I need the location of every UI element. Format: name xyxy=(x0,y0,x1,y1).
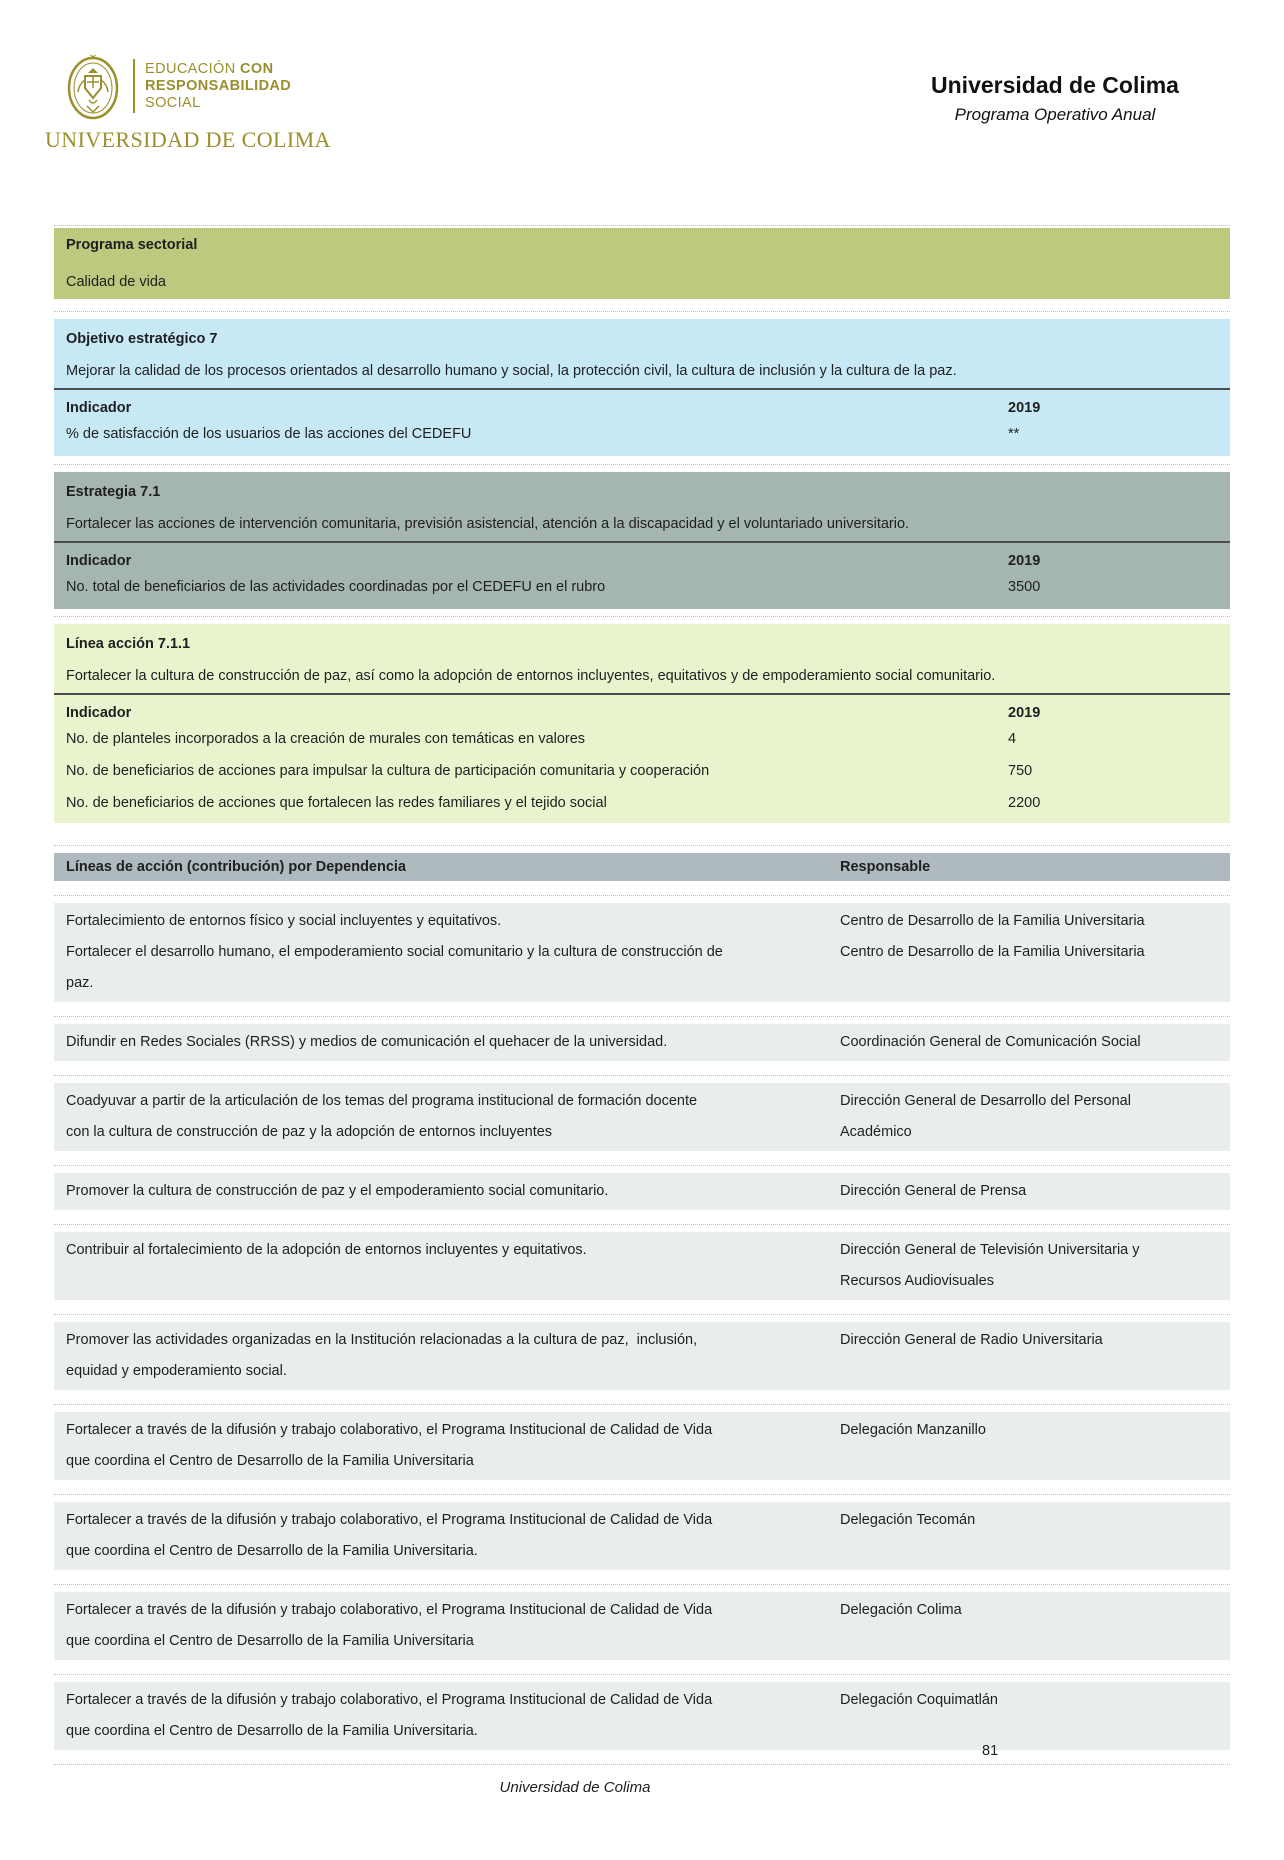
indicador-label: Indicador xyxy=(66,553,132,569)
action-text: que coordina el Centro de Desarrollo de la Familia Universitaria. xyxy=(66,1723,478,1739)
year-label: 2019 xyxy=(1008,705,1041,721)
responsable-text: Centro de Desarrollo de la Familia Universitaria xyxy=(840,944,1145,960)
action-text: Contribuir al fortalecimiento de la adopción de entornos incluyentes y equitativos. xyxy=(66,1242,587,1258)
estrategia-indicator-row xyxy=(66,577,1218,597)
indicator-value: 4 xyxy=(1008,731,1017,747)
action-text: Fortalecer a través de la difusión y trabajo colaborativo, el Programa Institucional de Calidad de Vida xyxy=(66,1602,713,1618)
linea-accion-indicador-header xyxy=(54,693,1230,723)
contribution-row xyxy=(54,1674,1230,1750)
contribution-row xyxy=(54,1224,1230,1300)
action-text: Fortalecer a través de la difusión y trabajo colaborativo, el Programa Institucional de Calidad de Vida xyxy=(66,1422,713,1438)
contribution-entry xyxy=(66,1685,1218,1747)
page-content xyxy=(54,0,1230,1772)
indicador-label: Indicador xyxy=(66,400,132,416)
contribution-entry xyxy=(66,1325,1218,1387)
contribution-row xyxy=(54,1016,1230,1061)
responsable-text: Coordinación General de Comunicación Social xyxy=(840,1034,1141,1050)
document-subtitle: Programa Operativo Anual xyxy=(954,105,1156,124)
indicator-name: No. total de beneficiarios de las actividades coordinadas por el CEDEFU en el rubro xyxy=(66,579,606,595)
responsable-text: Académico xyxy=(840,1124,912,1140)
bottom-separator xyxy=(54,1764,1230,1772)
action-text: con la cultura de construcción de paz y la adopción de entornos incluyentes xyxy=(66,1124,553,1140)
contribution-row xyxy=(54,1314,1230,1390)
programa-sectorial-value: Calidad de vida xyxy=(66,274,166,290)
indicator-value: ** xyxy=(1008,426,1020,442)
action-text: Promover la cultura de construcción de paz y el empoderamiento social comunitario. xyxy=(66,1183,609,1199)
action-text: Fortalecer el desarrollo humano, el empoderamiento social comunitario y la cultura de construcción de xyxy=(66,944,723,960)
estrategia-label: Estrategia 7.1 xyxy=(66,484,161,500)
indicator-name: No. de beneficiarios de acciones que fortalecen las redes familiares y el tejido social xyxy=(66,795,607,811)
indicador-label: Indicador xyxy=(66,705,132,721)
action-text: equidad y empoderamiento social. xyxy=(66,1363,287,1379)
contribution-row xyxy=(54,1165,1230,1210)
contribution-row xyxy=(54,1404,1230,1480)
contributions-col1-header: Líneas de acción (contribución) por Dependencia xyxy=(66,859,406,875)
contribution-entry xyxy=(66,1595,1218,1657)
objetivo-indicador-header xyxy=(54,388,1230,418)
indicator-name: No. de planteles incorporados a la creación de murales con temáticas en valores xyxy=(66,731,586,747)
indicator-value: 2200 xyxy=(1008,795,1041,811)
action-text: Promover las actividades organizadas en la Institución relacionadas a la cultura de paz, inclusión, xyxy=(66,1332,698,1348)
contribution-row xyxy=(54,1494,1230,1570)
linea-accion-section xyxy=(54,616,1230,823)
indicator-name: % de satisfacción de los usuarios de las acciones del CEDEFU xyxy=(66,426,472,442)
contributions-header xyxy=(54,845,1230,881)
estrategia-description: Fortalecer las acciones de intervención comunitaria, previsión asistencial, atención a la discapacidad y el voluntariado universitario. xyxy=(66,516,910,532)
indicator-value: 750 xyxy=(1008,763,1033,779)
indicator-name: No. de beneficiarios de acciones para impulsar la cultura de participación comunitaria y cooperación xyxy=(66,763,710,779)
tagline-word-con: CON xyxy=(240,60,274,77)
indicator-value: 3500 xyxy=(1008,579,1041,595)
responsable-text: Delegación Coquimatlán xyxy=(840,1692,998,1708)
programa-sectorial-section xyxy=(54,225,1230,299)
estrategia-section xyxy=(54,464,1230,609)
action-text: Fortalecer a través de la difusión y trabajo colaborativo, el Programa Institucional de Calidad de Vida xyxy=(66,1512,713,1528)
contribution-entry xyxy=(66,1235,1218,1297)
contribution-entry xyxy=(66,906,1218,937)
contribution-entry xyxy=(66,1415,1218,1477)
institution-name: UNIVERSIDAD DE COLIMA xyxy=(45,127,331,152)
contribution-row xyxy=(54,1584,1230,1660)
tagline-social: SOCIAL xyxy=(145,94,201,111)
year-label: 2019 xyxy=(1008,400,1041,416)
responsable-text: Dirección General de Prensa xyxy=(840,1183,1027,1199)
footer-text: Universidad de Colima xyxy=(499,1779,651,1796)
year-label: 2019 xyxy=(1008,553,1041,569)
responsable-text: Dirección General de Radio Universitaria xyxy=(840,1332,1103,1348)
contribution-entry xyxy=(66,1027,1218,1058)
action-text: Fortalecer a través de la difusión y trabajo colaborativo, el Programa Institucional de Calidad de Vida xyxy=(66,1692,713,1708)
contribution-entry xyxy=(66,1176,1218,1207)
contribution-entry xyxy=(66,1505,1218,1567)
tagline-responsabilidad: RESPONSABILIDAD xyxy=(145,77,292,94)
estrategia-indicador-header xyxy=(54,541,1230,571)
action-text: que coordina el Centro de Desarrollo de la Familia Universitaria. xyxy=(66,1543,478,1559)
action-text: Difundir en Redes Sociales (RRSS) y medios de comunicación el quehacer de la universidad. xyxy=(66,1034,668,1050)
objetivo-indicator-row xyxy=(66,424,1218,444)
action-text: que coordina el Centro de Desarrollo de la Familia Universitaria xyxy=(66,1453,474,1469)
objetivo-description: Mejorar la calidad de los procesos orientados al desarrollo humano y social, la protección civil, la cultura de inclusión y la cultura de la paz. xyxy=(66,363,957,379)
linea-accion-label: Línea acción 7.1.1 xyxy=(66,636,191,652)
objetivo-section xyxy=(54,311,1230,456)
action-text: Fortalecimiento de entornos físico y social incluyentes y equitativos. xyxy=(66,913,502,929)
document-title: Universidad de Colima xyxy=(931,72,1179,98)
objetivo-label: Objetivo estratégico 7 xyxy=(66,331,218,347)
contribution-entry xyxy=(66,1086,1218,1148)
responsable-text: Delegación Tecomán xyxy=(840,1512,976,1528)
responsable-text: Delegación Manzanillo xyxy=(840,1422,986,1438)
contribution-entry xyxy=(66,937,1218,999)
linea-indicator-row xyxy=(66,761,1218,781)
contribution-row xyxy=(54,1075,1230,1151)
responsable-text: Delegación Colima xyxy=(840,1602,962,1618)
responsable-text: Recursos Audiovisuales xyxy=(840,1273,994,1289)
page-number: 81 xyxy=(982,1743,999,1759)
linea-indicator-row xyxy=(66,793,1218,813)
linea-accion-description: Fortalecer la cultura de construcción de paz, así como la adopción de entornos incluyentes, equitativos y de empoderamiento social comunitario. xyxy=(66,668,996,684)
programa-sectorial-label: Programa sectorial xyxy=(66,237,198,253)
contribution-row xyxy=(54,895,1230,1002)
responsable-text: Centro de Desarrollo de la Familia Universitaria xyxy=(840,913,1145,929)
responsable-text: Dirección General de Desarrollo del Personal xyxy=(840,1093,1131,1109)
contributions-col2-header: Responsable xyxy=(840,859,931,875)
action-text: Coadyuvar a partir de la articulación de los temas del programa institucional de formación docente xyxy=(66,1093,698,1109)
tagline-word-educacion: EDUCACIÓN xyxy=(145,60,236,77)
action-text: paz. xyxy=(66,975,94,991)
responsable-text: Dirección General de Televisión Universitaria y xyxy=(840,1242,1140,1258)
linea-indicator-row xyxy=(66,729,1218,749)
action-text: que coordina el Centro de Desarrollo de la Familia Universitaria xyxy=(66,1633,474,1649)
